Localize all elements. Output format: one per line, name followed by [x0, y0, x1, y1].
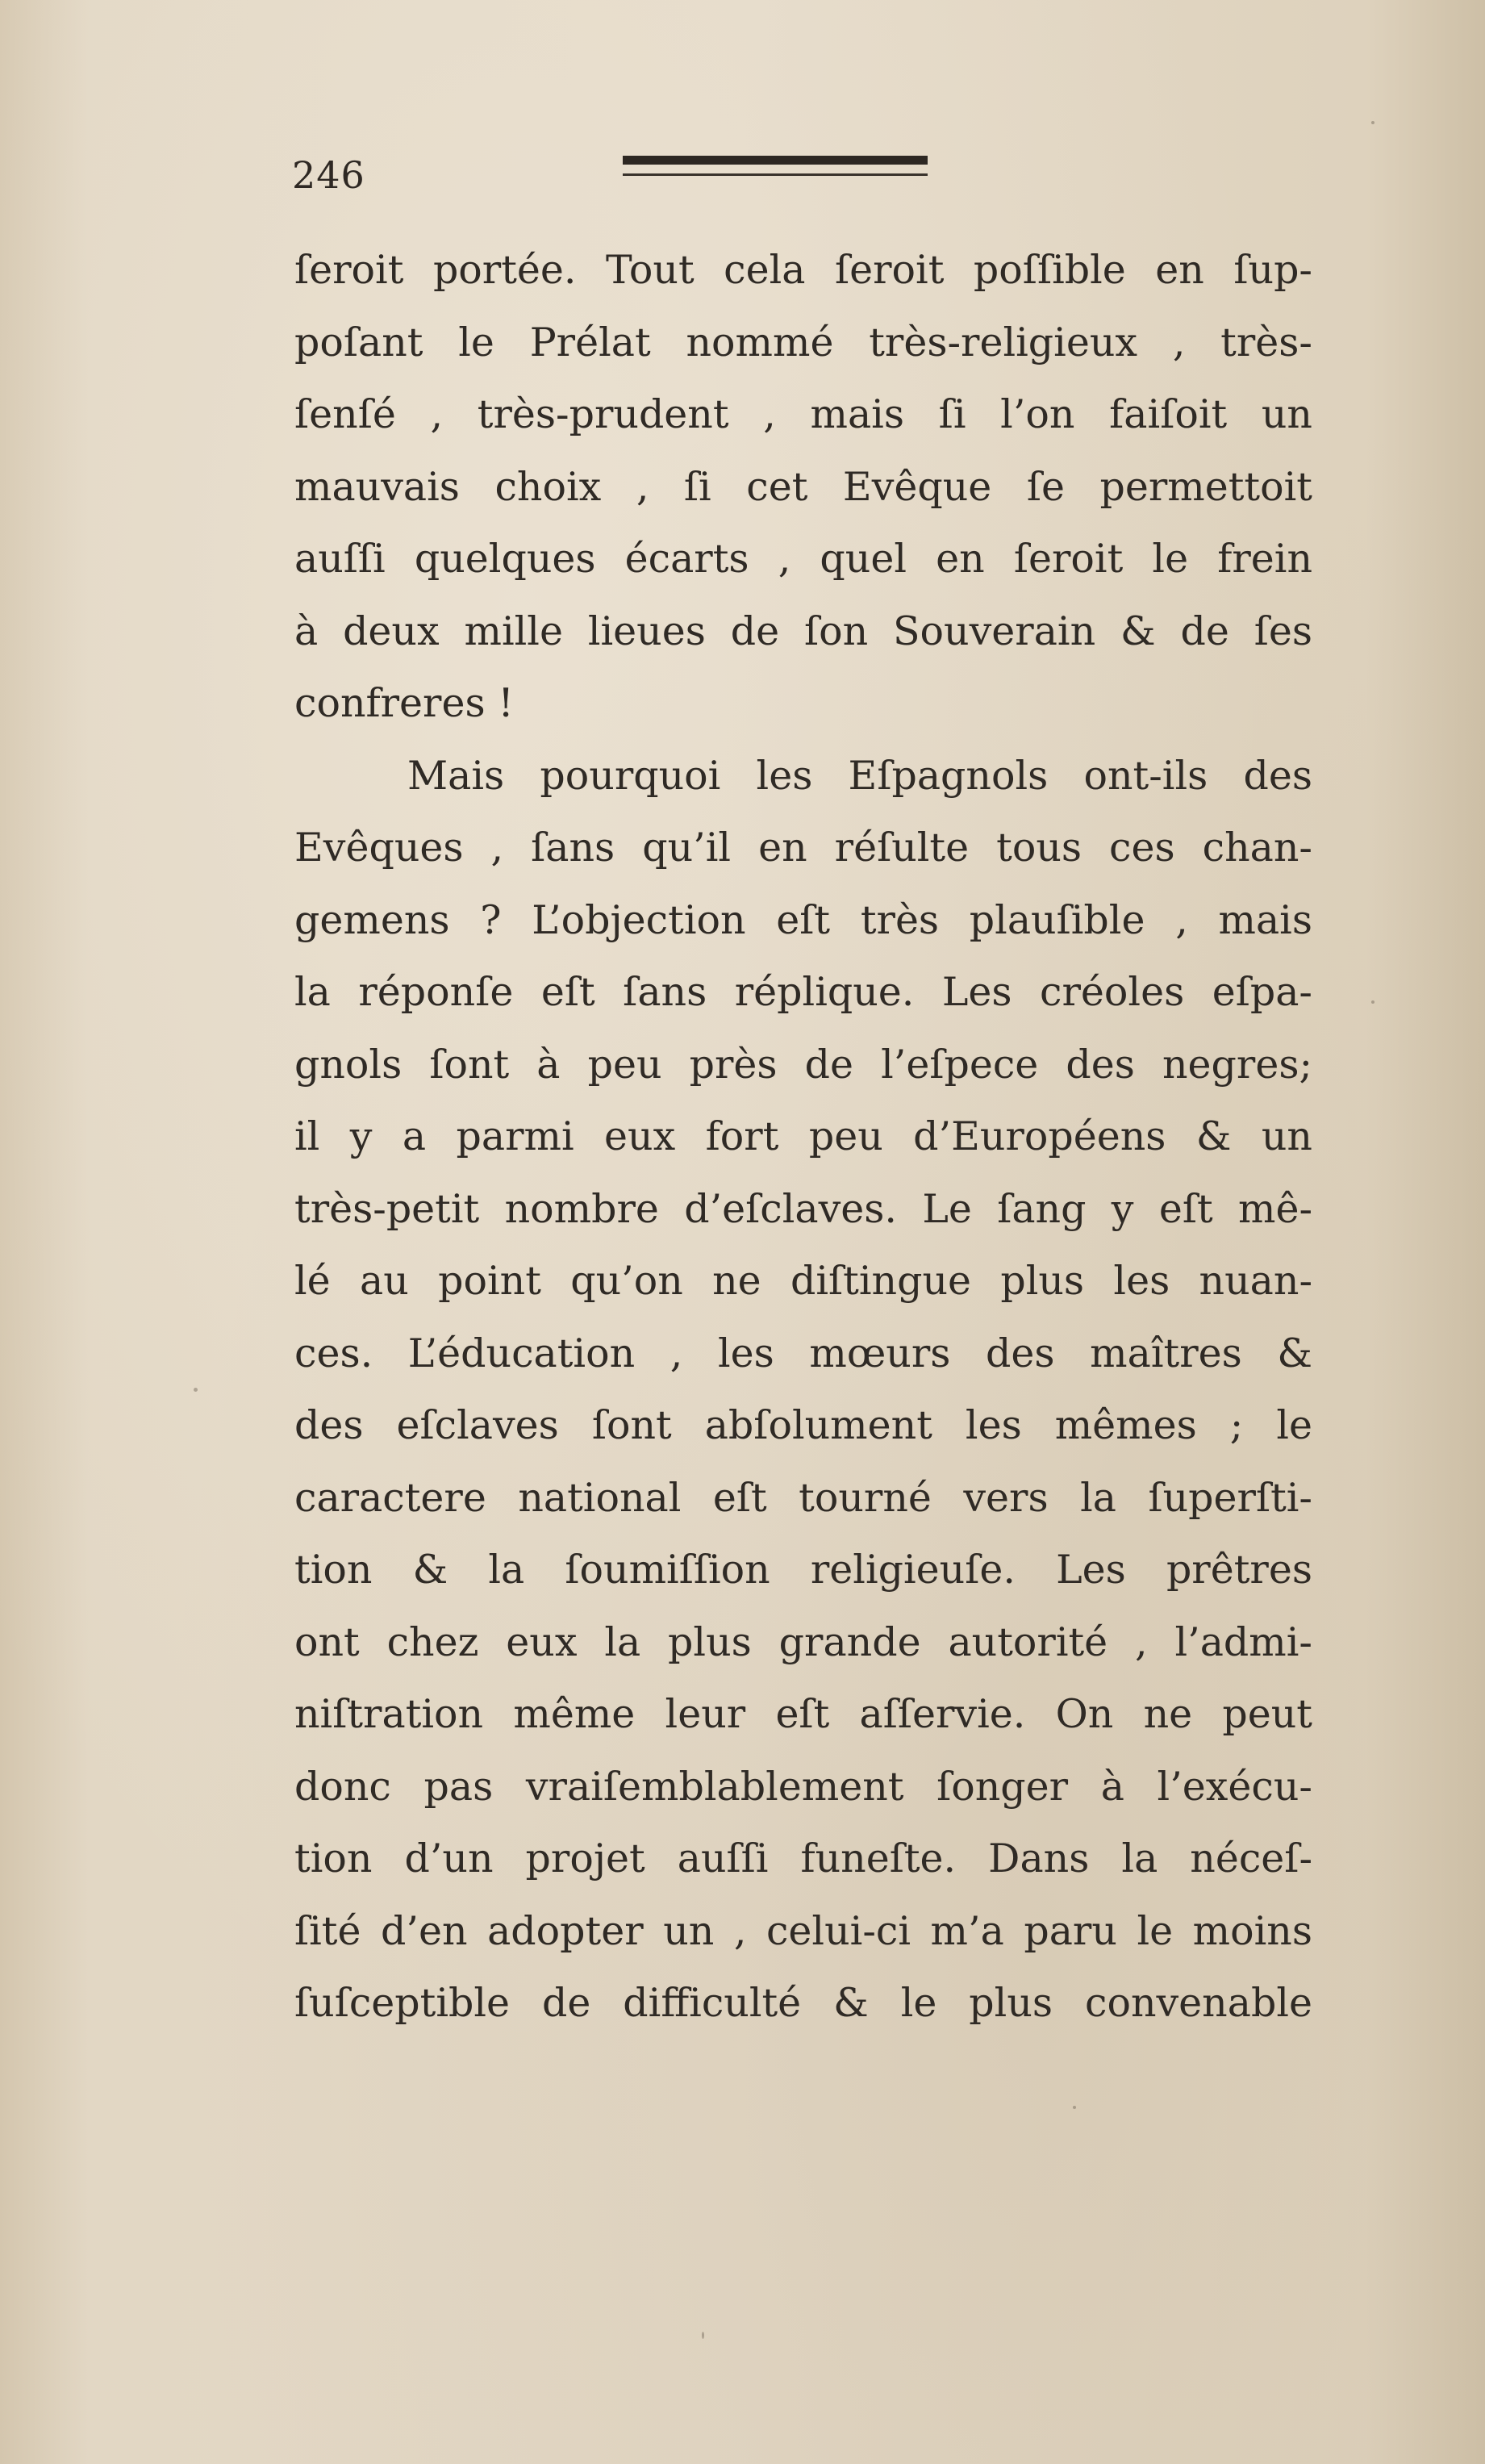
- text-line-25: ſuſceptible de difficulté & le plus convenable: [294, 1980, 1312, 2026]
- text-line-17: des eſclaves ſont abſolument les mêmes ; le: [294, 1402, 1312, 1448]
- text-line-6: à deux mille lieues de ſon Souverain & de ſes: [294, 608, 1312, 654]
- paper-speck: [1371, 1000, 1374, 1004]
- text-line-19: tion & la ſoumiſſion religieuſe. Les prêtres: [294, 1547, 1312, 1593]
- text-line-23: tion d’un projet auſſi funeſte. Dans la néceſ-: [294, 1835, 1312, 1881]
- text-line-24: ſité d’en adopter un , celui-ci m’a paru le moins: [294, 1907, 1312, 1954]
- text-line-13: il y a parmi eux fort peu d’Européens & un: [294, 1113, 1312, 1159]
- header-rule-thin: [623, 173, 928, 176]
- text-line-8: Mais pourquoi les Eſpagnols ont-ils des: [407, 752, 1312, 799]
- paper-speck: [702, 2332, 704, 2339]
- paper-speck: [1073, 2106, 1076, 2109]
- text-line-11: la réponſe eſt ſans réplique. Les créoles eſpa-: [294, 969, 1312, 1015]
- page-number: 246: [292, 153, 365, 197]
- text-line-20: ont chez eux la plus grande autorité , l’admi-: [294, 1618, 1312, 1665]
- body-text: [294, 234, 1312, 2040]
- text-line-1: ſeroit portée. Tout cela ſeroit poſſible en ſup-: [294, 247, 1312, 293]
- paper-speck: [194, 1388, 198, 1392]
- text-line-15: lé au point qu’on ne diſtingue plus les nuan-: [294, 1258, 1312, 1304]
- text-line-5: auſſi quelques écarts , quel en ſeroit le frein: [294, 536, 1312, 582]
- text-line-22: donc pas vraiſemblablement ſonger à l’exécu-: [294, 1763, 1312, 1810]
- text-line-10: gemens ? L’objection eſt très plauſible , mais: [294, 896, 1312, 943]
- text-line-2: poſant le Prélat nommé très-religieux , très-: [294, 319, 1312, 365]
- text-line-3: ſenſé , très-prudent , mais ſi l’on faiſoit un: [294, 391, 1312, 437]
- text-line-4: mauvais choix , ſi cet Evêque ſe permettoit: [294, 463, 1312, 510]
- text-line-12: gnols ſont à peu près de l’eſpece des negres;: [294, 1041, 1312, 1088]
- text-line-16: ces. L’éducation , les mœurs des maîtres &: [294, 1330, 1312, 1376]
- text-line-21: niſtration même leur eſt aſſervie. On ne peut: [294, 1691, 1312, 1737]
- paper-speck: [1371, 121, 1374, 124]
- text-line-14: très-petit nombre d’eſclaves. Le ſang y eſt mê-: [294, 1185, 1312, 1232]
- text-line-18: caractere national eſt tourné vers la ſuperſti-: [294, 1474, 1312, 1521]
- text-line-9: Evêques , ſans qu’il en réſulte tous ces chan-: [294, 825, 1312, 871]
- text-line-7: confreres !: [294, 680, 514, 726]
- header-rule-thick: [623, 156, 928, 165]
